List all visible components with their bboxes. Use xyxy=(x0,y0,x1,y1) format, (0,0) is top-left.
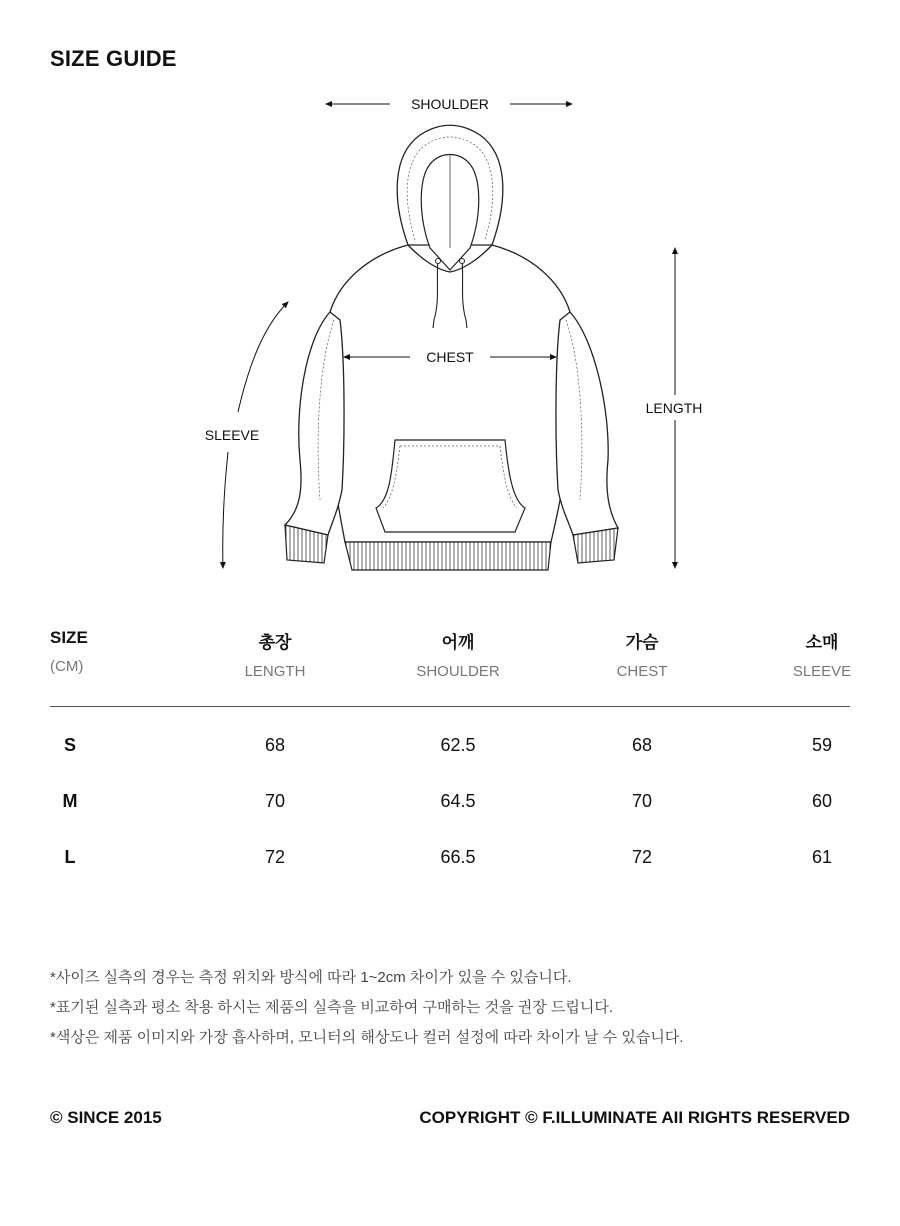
header-chest-korean: 가슴 xyxy=(625,633,659,652)
hoodie-illustration xyxy=(0,80,900,580)
header-length-korean: 총장 xyxy=(258,633,292,652)
header-size-label: SIZE xyxy=(50,628,88,647)
shoulder-cell: 66.5 xyxy=(440,847,476,867)
chest-label: CHEST xyxy=(426,349,474,365)
size-cell: S xyxy=(63,735,76,755)
sleeve-arrow-down xyxy=(223,452,228,568)
header-shoulder-korean: 어깨 xyxy=(441,633,475,652)
length-cell: 68 xyxy=(264,735,286,755)
sleeve-cell: 61 xyxy=(811,847,833,867)
header-sleeve-english: SLEEVE xyxy=(792,663,852,680)
right-sleeve xyxy=(556,312,618,535)
hoodie-diagram xyxy=(0,80,900,580)
size-table xyxy=(50,628,850,903)
footer-since: © SINCE 2015 xyxy=(50,1108,162,1127)
note-comparison: *표기된 실측과 평소 착용 하시는 제품의 실측을 비교하여 구매하는 것을 권장 드립니다. xyxy=(50,999,614,1016)
header-shoulder xyxy=(398,628,518,680)
left-sleeve xyxy=(285,312,344,535)
footer-copyright: COPYRIGHT © F.ILLUMINATE AII RIGHTS RESERVED xyxy=(419,1108,850,1127)
table-row xyxy=(50,847,850,903)
size-table-body xyxy=(50,707,850,903)
chest-cell: 70 xyxy=(631,791,653,811)
header-size-unit: (CM) xyxy=(50,658,84,675)
kangaroo-pocket xyxy=(376,440,525,532)
shoulder-label: SHOULDER xyxy=(411,96,489,112)
header-length xyxy=(215,628,335,680)
size-table-header xyxy=(50,628,850,707)
note-measurement: *사이즈 실측의 경우는 측정 위치와 방식에 따라 1~2cm 차이가 있을 수 있습니다. xyxy=(50,969,572,986)
header-shoulder-english: SHOULDER xyxy=(416,663,500,680)
header-length-english: LENGTH xyxy=(244,663,306,680)
size-notes xyxy=(50,963,683,1053)
length-label: LENGTH xyxy=(645,400,703,416)
hem-rib xyxy=(345,542,551,570)
table-row xyxy=(50,791,850,847)
header-chest-english: CHEST xyxy=(616,663,668,680)
sleeve-label: SLEEVE xyxy=(204,427,260,443)
size-cell: M xyxy=(62,791,78,811)
header-chest xyxy=(582,628,702,680)
length-cell: 70 xyxy=(264,791,286,811)
chest-cell: 68 xyxy=(631,735,653,755)
header-sleeve-korean: 소매 xyxy=(805,633,839,652)
length-cell: 72 xyxy=(264,847,286,867)
table-row xyxy=(50,735,850,791)
chest-cell: 72 xyxy=(631,847,653,867)
header-sleeve xyxy=(762,628,882,680)
shoulder-cell: 64.5 xyxy=(440,791,476,811)
page-title: SIZE GUIDE xyxy=(50,46,177,71)
size-cell: L xyxy=(64,847,76,867)
sleeve-cell: 59 xyxy=(811,735,833,755)
sleeve-arrow-up xyxy=(238,302,288,412)
sleeve-cell: 60 xyxy=(811,791,833,811)
note-color: *색상은 제품 이미지와 가장 흡사하며, 모니터의 해상도나 컬러 설정에 따라 차이가 날 수 있습니다. xyxy=(50,1029,684,1046)
header-size xyxy=(50,628,170,675)
shoulder-cell: 62.5 xyxy=(440,735,476,755)
